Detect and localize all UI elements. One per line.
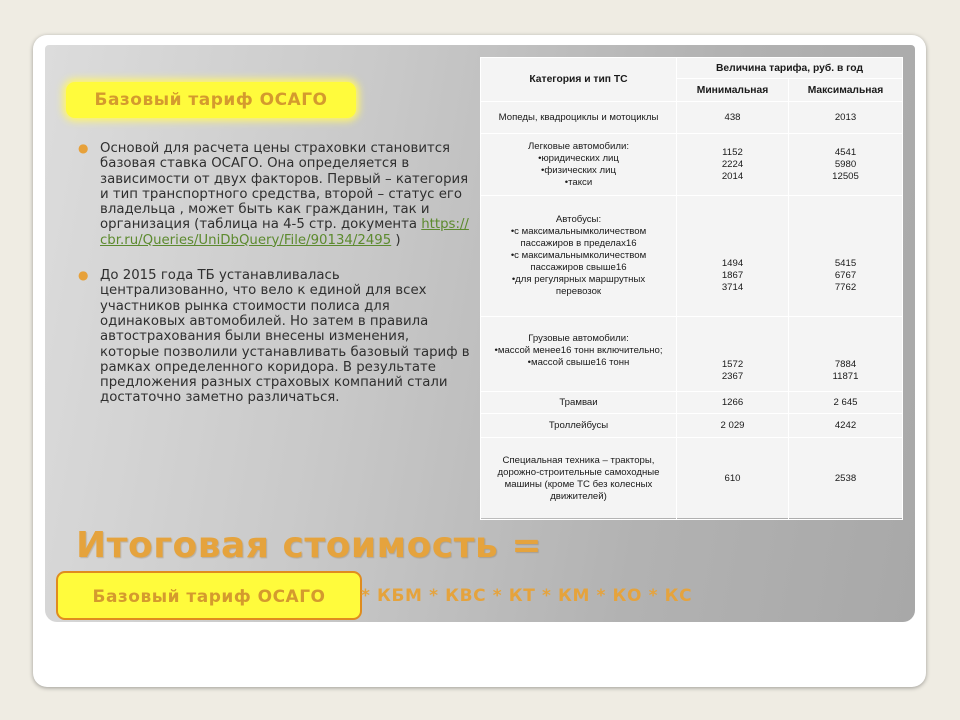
formula-heading: Итоговая стоимость = bbox=[76, 525, 542, 566]
max-line: 12505 bbox=[832, 170, 859, 182]
formula-coefficients: * КБМ * КВС * КТ * КМ * КО * КС bbox=[361, 586, 693, 606]
formula-highlight-box bbox=[56, 571, 362, 620]
bullet-item-2 bbox=[78, 268, 470, 406]
max-line: 2013 bbox=[834, 111, 857, 123]
min-line: 2224 bbox=[721, 158, 744, 170]
category-line: Мопеды, квадроциклы и мотоциклы bbox=[498, 111, 659, 123]
max-line: 4541 bbox=[834, 146, 857, 158]
bullet-item-1 bbox=[78, 141, 470, 248]
cell-min bbox=[677, 317, 789, 392]
bullet-dot-icon: ● bbox=[78, 141, 89, 155]
category-line: •массой менее16 тонн включительно; bbox=[494, 345, 663, 356]
bullet-dot-icon: ● bbox=[78, 268, 89, 283]
min-line: 1266 bbox=[721, 396, 744, 408]
cell-category bbox=[481, 438, 677, 520]
table-row bbox=[481, 392, 903, 414]
max-line: 2 645 bbox=[833, 396, 858, 408]
cell-category bbox=[481, 196, 677, 317]
min-line: 1867 bbox=[721, 270, 744, 281]
header-max: Максимальная bbox=[789, 79, 903, 102]
cell-max bbox=[789, 102, 903, 134]
header-min: Минимальная bbox=[677, 79, 789, 102]
min-line: 1152 bbox=[722, 146, 743, 158]
min-line: 438 bbox=[724, 111, 741, 123]
category-line: Грузовые автомобили: bbox=[528, 333, 629, 344]
table-row bbox=[481, 317, 903, 392]
tariff-table bbox=[480, 57, 903, 520]
bullet-text-1-end: ) bbox=[391, 232, 401, 248]
header-category: Категория и тип ТС bbox=[481, 58, 677, 102]
max-line: 2538 bbox=[834, 472, 857, 484]
slide-title: Базовый тариф ОСАГО bbox=[94, 90, 328, 110]
category-line: Троллейбусы bbox=[548, 419, 609, 431]
category-line: •с максимальнымколичеством bbox=[510, 226, 647, 237]
table-row bbox=[481, 102, 903, 134]
min-line: 3714 bbox=[721, 282, 744, 293]
tariff-table-panel bbox=[480, 57, 902, 518]
cell-max bbox=[789, 134, 903, 196]
category-line: •такси bbox=[564, 176, 593, 188]
table-row bbox=[481, 414, 903, 438]
category-line: •физических лиц bbox=[541, 164, 616, 176]
category-line: Трамваи bbox=[559, 396, 598, 408]
cell-min bbox=[677, 102, 789, 134]
max-line: 4242 bbox=[834, 419, 857, 431]
table-row bbox=[481, 438, 903, 520]
cell-max bbox=[789, 196, 903, 317]
bullet-text-1: Основой для расчета цены страховки становится базовая ставка ОСАГО. Она определяется в зависимости от двух факторов. Первый – категория и тип транспортного средства, второй – статус его владельца , может быть как гражданин, так и организация (таблица на 4-5 стр. документа bbox=[100, 141, 469, 233]
cell-max bbox=[789, 414, 903, 438]
category-line: дорожно-строительные самоходные bbox=[497, 466, 660, 478]
cell-category bbox=[481, 414, 677, 438]
cell-min bbox=[677, 438, 789, 520]
cell-max bbox=[789, 392, 903, 414]
cbr-document-link[interactable]: https://cbr.ru/Queries/UniDbQuery/File/90134/2495 bbox=[100, 217, 469, 248]
category-line: Легковые автомобили: bbox=[527, 140, 629, 152]
max-line: 6767 bbox=[834, 270, 857, 281]
title-highlight bbox=[66, 82, 356, 118]
cell-category bbox=[481, 134, 677, 196]
cell-min bbox=[677, 414, 789, 438]
category-line: движителей) bbox=[550, 490, 607, 502]
max-line: 11871 bbox=[832, 371, 859, 382]
min-line: 1494 bbox=[721, 258, 744, 269]
cell-category bbox=[481, 317, 677, 392]
category-line: перевозок bbox=[555, 286, 602, 297]
category-line: •для регулярных маршрутных bbox=[511, 274, 646, 285]
category-line: машины (кроме ТС без колесных bbox=[504, 478, 653, 490]
category-line: Автобусы: bbox=[555, 214, 602, 225]
bullet-text-2: До 2015 года ТБ устанавливалась централизованно, что вело к единой для всех участников рынка стоимости полиса для одинаковых автомобилей. Но затем в правила автострахования были внесены изменения, которые позволили устанавливать базовый тариф в рамках определенного коридора. В результате предложения разных страховых компаний стали достаточно заметно различаться. bbox=[100, 268, 470, 406]
min-line: 610 bbox=[724, 472, 741, 484]
cell-min bbox=[677, 134, 789, 196]
cell-min bbox=[677, 392, 789, 414]
max-line: 5980 bbox=[834, 158, 857, 170]
max-line: 7884 bbox=[834, 359, 857, 370]
category-line: •юридических лиц bbox=[538, 152, 619, 164]
min-line: 2014 bbox=[721, 170, 744, 182]
cell-min bbox=[677, 196, 789, 317]
cell-category bbox=[481, 392, 677, 414]
bullet-list bbox=[78, 141, 470, 406]
min-line: 2367 bbox=[721, 371, 744, 382]
formula-base-tariff: Базовый тариф ОСАГО bbox=[92, 587, 326, 607]
max-line: 5415 bbox=[834, 258, 857, 269]
max-line: 7762 bbox=[834, 282, 857, 293]
cell-max bbox=[789, 438, 903, 520]
cell-category bbox=[481, 102, 677, 134]
table-row bbox=[481, 196, 903, 317]
category-line: Специальная техника – тракторы, bbox=[502, 454, 655, 466]
table-row bbox=[481, 134, 903, 196]
category-line: •массой свыше16 тонн bbox=[527, 357, 630, 368]
category-line: пассажиров в пределах16 bbox=[520, 238, 637, 249]
category-line: •с максимальнымколичеством bbox=[510, 250, 647, 261]
cell-max bbox=[789, 317, 903, 392]
header-tariff: Величина тарифа, руб. в год bbox=[677, 58, 903, 79]
category-line: пассажиров свыше16 bbox=[530, 262, 627, 273]
min-line: 2 029 bbox=[720, 419, 745, 431]
min-line: 1572 bbox=[721, 359, 744, 370]
